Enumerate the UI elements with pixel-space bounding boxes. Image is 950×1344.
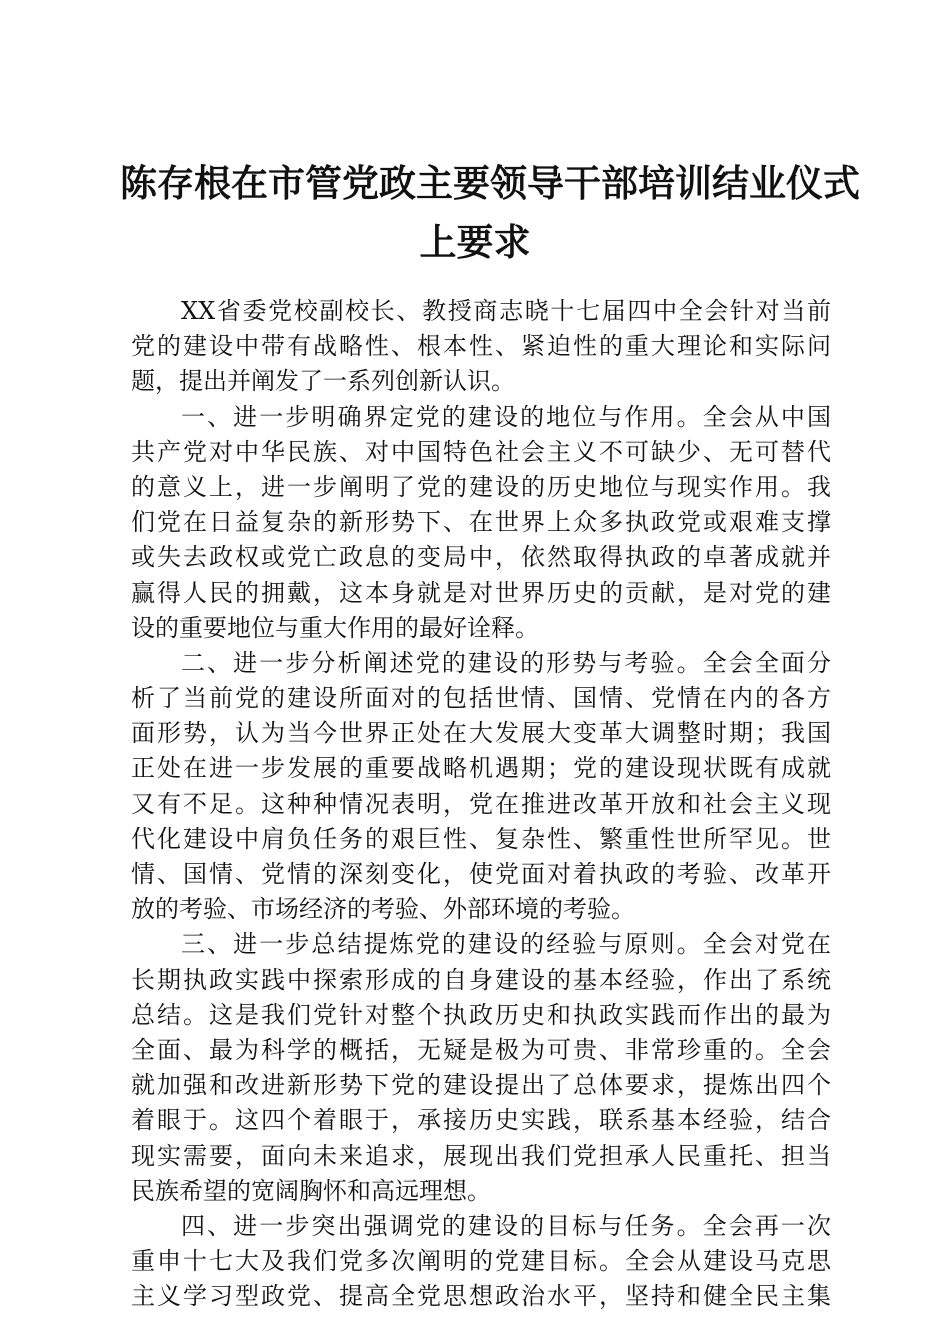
paragraph-line: 长期执政实践中探索形成的自身建设的基本经验，作出了系统 <box>131 965 831 994</box>
paragraph-line: 三、进一步总结提炼党的建设的经验与原则。全会对党在 <box>181 930 831 959</box>
paragraph-line: 一、进一步明确界定党的建设的地位与作用。全会从中国 <box>181 402 831 431</box>
paragraph-line: 们党在日益复杂的新形势下、在世界上众多执政党或艰难支撑 <box>131 508 831 537</box>
paragraph-line: 主义学习型政党、提高全党思想政治水平，坚持和健全民主集 <box>131 1282 831 1311</box>
document-title-line-2: 上要求 <box>419 220 531 264</box>
document-body <box>131 294 831 1314</box>
paragraph-line: 全面、最为科学的概括，无疑是极为可贵、非常珍重的。全会 <box>131 1035 831 1064</box>
paragraph-line: 党的建设中带有战略性、根本性、紧迫性的重大理论和实际问 <box>131 332 831 361</box>
paragraph-line: 共产党对中华民族、对中国特色社会主义不可缺少、无可替代 <box>131 437 831 466</box>
paragraph-line: 面形势，认为当今世界正处在大发展大变革大调整时期；我国 <box>131 719 831 748</box>
paragraph-line: 又有不足。这种种情况表明，党在推进改革开放和社会主义现 <box>131 789 831 818</box>
paragraph-line: 就加强和改进新形势下党的建设提出了总体要求，提炼出四个 <box>131 1071 831 1100</box>
paragraph-line: 题，提出并阐发了一系列创新认识。 <box>131 367 515 396</box>
paragraph-line: 民族希望的宽阔胸怀和高远理想。 <box>131 1176 491 1205</box>
paragraph-line: 或失去政权或党亡政息的变局中，依然取得执政的卓著成就并 <box>131 543 831 572</box>
paragraph-line: 赢得人民的拥戴，这本身就是对世界历史的贡献，是对党的建 <box>131 578 831 607</box>
paragraph-line: 二、进一步分析阐述党的建设的形势与考验。全会全面分 <box>181 648 831 677</box>
paragraph-line: 重申十七大及我们党多次阐明的党建目标。全会从建设马克思 <box>131 1247 831 1276</box>
paragraph-line: 总结。这是我们党针对整个执政历史和执政实践而作出的最为 <box>131 1000 831 1029</box>
paragraph-line: 正处在进一步发展的重要战略机遇期；党的建设现状既有成就 <box>131 754 831 783</box>
paragraph-line: 析了当前党的建设所面对的包括世情、国情、党情在内的各方 <box>131 684 831 713</box>
paragraph-line: 设的重要地位与重大作用的最好诠释。 <box>131 613 539 642</box>
paragraph-line: 四、进一步突出强调党的建设的目标与任务。全会再一次 <box>181 1211 831 1240</box>
paragraph-line: XX省委党校副校长、教授商志晓十七届四中全会针对当前 <box>181 297 831 325</box>
document-title-line-1: 陈存根在市管党政主要领导干部培训结业仪式 <box>120 161 860 205</box>
paragraph-line: 代化建设中肩负任务的艰巨性、复杂性、繁重性世所罕见。世 <box>131 824 831 853</box>
paragraph-line: 着眼于。这四个着眼于，承接历史实践，联系基本经验，结合 <box>131 1106 831 1135</box>
paragraph-line: 放的考验、市场经济的考验、外部环境的考验。 <box>131 895 635 924</box>
paragraph-line: 现实需要，面向未来追求，展现出我们党担承人民重托、担当 <box>131 1141 831 1170</box>
paragraph-line: 的意义上，进一步阐明了党的建设的历史地位与现实作用。我 <box>131 472 831 501</box>
paragraph-line: 情、国情、党情的深刻变化，使党面对着执政的考验、改革开 <box>131 860 831 888</box>
